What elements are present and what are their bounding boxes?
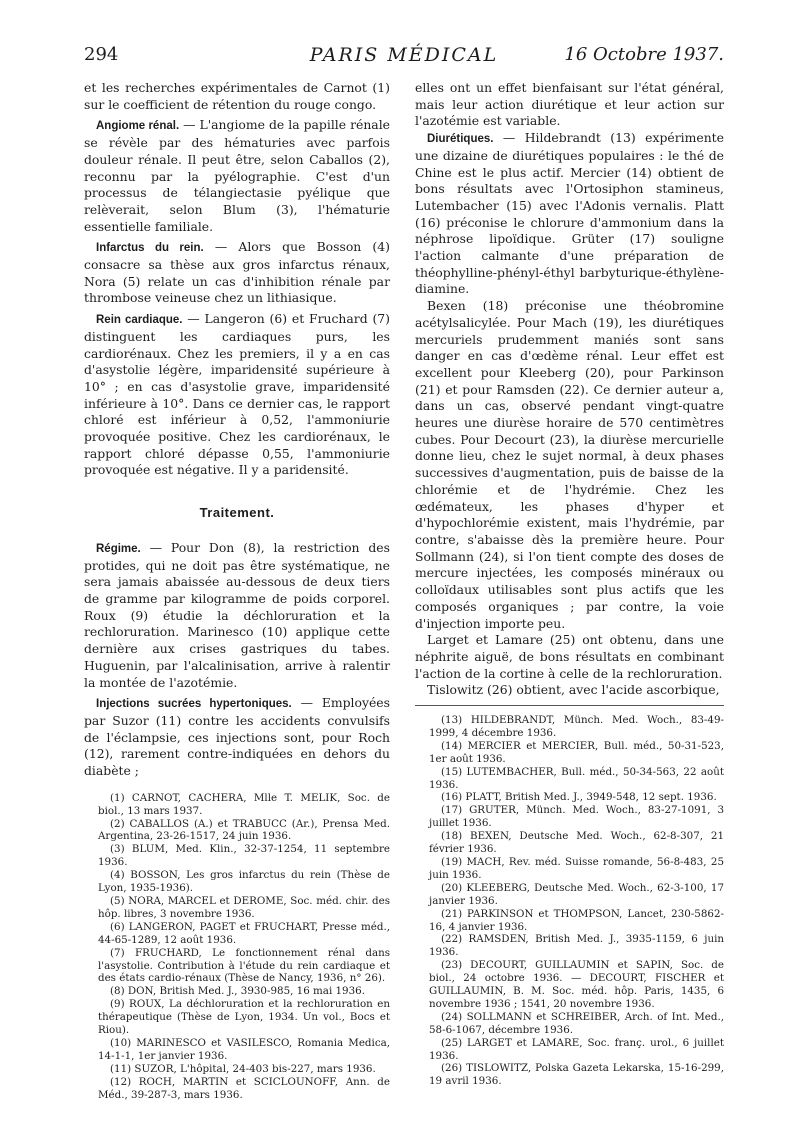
paragraph: et les recherches expérimentales de Carnot (1) sur le coefficient de rétention du rouge congo.: [84, 80, 390, 112]
footnote: (15) LUTEMBACHER, Bull. méd., 50-34-563, 22 août 1936.: [429, 765, 724, 791]
footnote-divider: [415, 705, 724, 706]
run-in-heading: Régime.: [96, 542, 141, 555]
paragraph-infarctus: [84, 239, 390, 307]
run-in-heading: Angiome rénal.: [96, 120, 180, 133]
footnote: (26) TISLOWITZ, Polska Gazeta Lekarska, 15-16-299, 19 avril 1936.: [429, 1062, 724, 1088]
footnote: (13) HILDEBRANDT, Münch. Med. Woch., 83-49-1999, 4 décembre 1936.: [429, 714, 724, 739]
footnote: (12) ROCH, MARTIN et SCICLOUNOFF, Ann. de Méd., 39-287-3, mars 1936.: [98, 1075, 390, 1101]
footnote: (7) FRUCHARD, Le fonctionnement rénal dans l'asystolie. Contribution à l'étude du rein cardiaque et des états cardio-rénaux (Thèse de Nancy, 1936, n° 26).: [98, 946, 390, 985]
paragraph-text: — Employées par Suzor (11) contre les accidents convulsifs de l'éclampsie, ces injections sont, pour Roch (12), rarement contre-indiquées en dehors du diabète ;: [84, 695, 390, 779]
footnote: (16) PLATT, British Med. J., 3949-548, 12 sept. 1936.: [441, 791, 717, 804]
page-number: 294: [84, 44, 119, 65]
run-in-heading: Infarctus du rein.: [96, 242, 204, 255]
footnote: (5) NORA, MARCEL et DEROME, Soc. méd. chir. des hôp. libres, 3 novembre 1936.: [98, 894, 390, 920]
footnote: (8) DON, British Med. J., 3930-985, 16 mai 1936.: [110, 985, 365, 998]
footnote: (4) BOSSON, Les gros infarctus du rein (Thèse de Lyon, 1935-1936).: [98, 869, 390, 895]
issue-date: 16 Octobre 1937.: [564, 44, 724, 65]
footnotes-left: [84, 792, 390, 1102]
run-in-heading: Rein cardiaque.: [96, 314, 183, 327]
paragraph: elles ont un effet bienfaisant sur l'état général, mais leur action diurétique et leur action sur l'azotémie est variable.: [415, 80, 724, 129]
footnote: (6) LANGERON, PAGET et FRUCHART, Presse méd., 44-65-1289, 12 août 1936.: [98, 920, 390, 946]
paragraph: Bexen (18) préconise une théobromine acétylsalicylée. Pour Mach (19), les diurétiques mercuriels prudemment maniés sont sans danger en cas d'œdème rénal. Leur effet est excellent pour Kleeberg (20), pour Parkinson (21) et pour Ramsden (22). Ce dernier auteur a, dans un cas, observé pendant vingt-quatre heures une diurèse horaire de 570 centimètres cubes. Pour Decourt (23), la diurèse mercurielle donne lieu, chez le sujet normal, à deux phases successives d'augmentation, puis de baisse de la chlorémie et de l'hydrémie. Chez les œdémateux, les phases d'hyper et d'hypochlorémie existent, mais l'hydrémie, par contre, s'abaisse dès la première heure. Pour Sollmann (24), si l'on tient compte des doses de mercure injectées, les composés minéraux ou colloïdaux utilisables sont plus actifs que les composés organiques ; par contre, la voie d'injection importe peu.: [415, 298, 724, 631]
right-column: [415, 80, 724, 1088]
footnote: (20) KLEEBERG, Deutsche Med. Woch., 62-3-100, 17 janvier 1936.: [429, 881, 724, 907]
page-header: [84, 44, 724, 74]
paragraph: Tislowitz (26) obtient, avec l'acide ascorbique,: [427, 682, 720, 698]
footnote: (23) DECOURT, GUILLAUMIN et SAPIN, Soc. de biol., 24 octobre 1936. — DECOURT, FISCHER et GUILLAUMIN, B. M. Soc. méd. hôp. Paris, 1435, 6 novembre 1936 ; 1541, 20 novembre 1936.: [429, 959, 724, 1010]
footnote: (21) PARKINSON et THOMPSON, Lancet, 230-5862-16, 4 janvier 1936.: [429, 907, 724, 933]
footnote: (10) MARINESCO et VASILESCO, Romania Medica, 14-1-1, 1er janvier 1936.: [98, 1036, 390, 1062]
left-column: [84, 80, 390, 1101]
paragraph: Larget et Lamare (25) ont obtenu, dans une néphrite aiguë, de bons résultats en combinant l'action de la cortine à celle de la rechloruration.: [415, 632, 724, 681]
paragraph-diuretiques: [415, 130, 724, 298]
footnote: (18) BEXEN, Deutsche Med. Woch., 62-8-307, 21 février 1936.: [429, 830, 724, 856]
footnote: (2) CABALLOS (A.) et TRABUCC (Ar.), Prensa Med. Argentina, 23-26-1517, 24 juin 1936.: [98, 817, 390, 843]
footnote: (14) MERCIER et MERCIER, Bull. méd., 50-31-523, 1er août 1936.: [429, 739, 724, 765]
section-title: Traitement.: [199, 505, 275, 521]
paragraph-text: — Hildebrandt (13) expérimente une dizaine de diurétiques populaires : le thé de Chine est le plus actif. Mercier (14) obtient de bons résultats avec l'Ortosiphon stamineus, Lutembacher (15) avec l'Adonis vernalis. Platt (16) préconise le chlorure d'ammonium dans la néphrose lipoïdique. Grüter (17) souligne l'action calmante d'une préparation de théophylline-phényl-éthyl barbyturique-éthylène-diamine.: [415, 130, 724, 297]
footnote: (17) GRUTER, Münch. Med. Woch., 83-27-1091, 3 juillet 1936.: [429, 804, 724, 830]
footnote: (19) MACH, Rev. méd. Suisse romande, 56-8-483, 25 juin 1936.: [429, 855, 724, 881]
footnote: (25) LARGET et LAMARE, Soc. franç. urol., 6 juillet 1936.: [429, 1036, 724, 1062]
footnote: (1) CARNOT, CACHERA, Mlle T. MELIK, Soc. de biol., 13 mars 1937.: [98, 791, 390, 817]
run-in-heading: Diurétiques.: [427, 133, 494, 146]
paragraph-angiome: [84, 117, 390, 235]
footnote: (9) ROUX, La déchloruration et la rechloruration en thérapeutique (Thèse de Lyon, 1934. Un vol., Bocs et Riou).: [98, 998, 390, 1037]
run-in-heading: Injections sucrées hypertoniques.: [96, 698, 292, 711]
footnote: (3) BLUM, Med. Klin., 32-37-1254, 11 septembre 1936.: [98, 843, 390, 869]
paragraph-text: — Langeron (6) et Fruchard (7) distinguent les cardiaques purs, les cardiorénaux. Chez les premiers, il y a en cas d'asystolie légère, imparidensité supérieure à 10° ; en cas d'asystolie grave, imparidensité inférieure à 10°. Dans ce dernier cas, le rapport chloré est inférieur à 0,52, l'ammoniurie provoquée positive. Chez les cardiorénaux, le rapport chloré dépasse 0,55, l'ammoniurie provoquée est négative. Il y a paridensité.: [84, 311, 390, 478]
paragraph-text: — Alors que Bosson (4) consacre sa thèse aux gros infarctus rénaux, Nora (5) relate un cas d'inhibition rénale par thrombose veineuse chez un lithiasique.: [84, 239, 390, 306]
paragraph-text: — L'angiome de la papille rénale se révèle par des hématuries avec parfois douleur rénale. Il peut être, selon Caballos (2), reconnu par la pyélographie. C'est d'un processus de télangiectasie pyélique que relèverait, selon Blum (3), l'hématurie essentielle familiale.: [84, 117, 390, 234]
paragraph-injections: [84, 695, 390, 780]
footnote: (11) SUZOR, L'hôpital, 24-403 bis-227, mars 1936.: [110, 1062, 376, 1075]
footnote: (24) SOLLMANN et SCHREIBER, Arch. of Int. Med., 58-6-1067, décembre 1936.: [429, 1010, 724, 1036]
paragraph-text: — Pour Don (8), la restriction des protides, qui ne doit pas être systématique, ne sera jamais abaissée au-dessous de deux tiers de gramme par kilogramme de poids corporel. Roux (9) étudie la déchloruration et la rechloruration. Marinesco (10) applique cette dernière aux crises gastriques du tabes. Huguenin, par l'alcalinisation, arrive à ralentir la montée de l'azotémie.: [84, 539, 390, 690]
footnote: (22) RAMSDEN, British Med. J., 3935-1159, 6 juin 1936.: [429, 933, 724, 959]
paragraph-regime: [84, 540, 390, 691]
journal-title: PARIS MÉDICAL: [309, 44, 499, 66]
footnotes-right: [415, 714, 724, 1088]
paragraph-rein: [84, 311, 390, 479]
